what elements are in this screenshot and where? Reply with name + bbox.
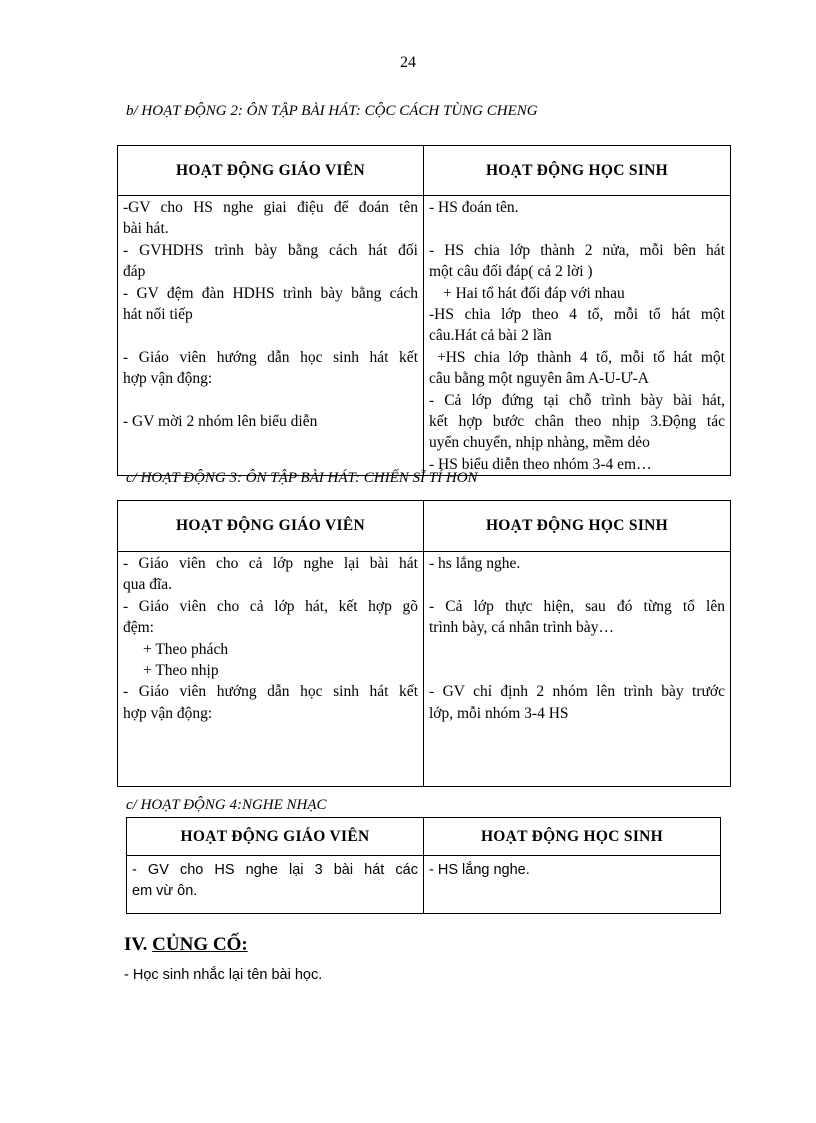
consolidation-text: - Học sinh nhắc lại tên bài học.	[124, 967, 323, 983]
student-column-header: HOẠT ĐỘNG HỌC SINH	[424, 501, 731, 552]
teacher-line: đáp	[123, 263, 146, 281]
student-line: -HS chia lớp theo 4 tổ, mỗi tổ hát một	[429, 306, 725, 324]
teacher-line: -GV cho HS nghe giai điệu để đoán tên	[123, 199, 418, 216]
student-line: +HS chia lớp thành 4 tổ, mỗi tổ hát một	[437, 348, 725, 366]
student-line: kết hợp bước chân theo nhịp 3.Động tác	[429, 413, 725, 431]
student-column-header: HOẠT ĐỘNG HỌC SINH	[424, 818, 721, 856]
teacher-line: - Giáo viên hướng dẫn học sinh hát kết	[123, 683, 418, 701]
teacher-line: + Theo nhịp	[143, 662, 219, 680]
section-title: CỦNG CỐ:	[152, 934, 248, 955]
teacher-line: đệm:	[123, 619, 154, 637]
student-activities-cell	[424, 196, 731, 476]
teacher-column-header: HOẠT ĐỘNG GIÁO VIÊN	[127, 818, 424, 856]
section-heading-activity-4: c/ HOẠT ĐỘNG 4:NGHE NHẠC	[126, 797, 327, 813]
section-heading-activity-3: c/ HOẠT ĐỘNG 3: ÔN TẬP BÀI HÁT: CHIẾN SĨ TÍ HON	[126, 470, 478, 486]
student-activities-cell	[424, 552, 731, 787]
student-line: - HS lắng nghe.	[429, 862, 530, 878]
student-line: uyển chuyển, nhịp nhàng, mềm dẻo	[429, 434, 650, 452]
student-line: lớp, mỗi nhóm 3-4 HS	[429, 704, 569, 722]
student-line: - HS đoán tên.	[429, 199, 519, 216]
student-line: - HS chia lớp thành 2 nửa, mỗi bên hát	[429, 241, 725, 259]
teacher-line: - GV mời 2 nhóm lên biểu diễn	[123, 413, 318, 431]
student-activities-cell	[424, 856, 721, 914]
teacher-line: - GV đệm đàn HDHS trình bày bằng cách	[123, 284, 418, 302]
section-heading-activity-2: b/ HOẠT ĐỘNG 2: ÔN TẬP BÀI HÁT: CỘC CÁCH TÙNG CHENG	[126, 103, 538, 119]
teacher-line: hợp vận động:	[123, 370, 213, 388]
student-line: - hs lắng nghe.	[429, 555, 521, 572]
teacher-activities-cell	[127, 856, 424, 914]
student-line: - Cả lớp đứng tại chỗ trình bày bài hát,	[429, 391, 725, 409]
activity-4-table	[126, 817, 721, 914]
student-line: + Hai tổ hát đối đáp với nhau	[443, 284, 625, 302]
teacher-line: + Theo phách	[143, 640, 229, 658]
teacher-line: bài hát.	[123, 220, 169, 238]
student-line: trình bày, cá nhân trình bày…	[429, 619, 614, 637]
teacher-column-header: HOẠT ĐỘNG GIÁO VIÊN	[118, 501, 424, 552]
activity-3-table	[117, 500, 731, 787]
student-line: một câu đối đáp( cả 2 lời )	[429, 263, 593, 281]
student-line: - HS biểu diễn theo nhóm 3-4 em…	[429, 455, 652, 473]
student-line: câu bằng một nguyên âm A-U-Ư-A	[429, 370, 649, 388]
page-number: 24	[400, 54, 416, 71]
student-line: - GV chỉ định 2 nhóm lên trình bày trước	[429, 683, 725, 701]
activity-2-table	[117, 145, 731, 476]
teacher-line: em vừ ôn.	[132, 883, 198, 900]
student-line: câu.Hát cả bài 2 lần	[429, 327, 552, 345]
teacher-line: - Giáo viên cho cả lớp hát, kết hợp gõ	[123, 597, 418, 615]
teacher-activities-cell	[118, 196, 424, 476]
teacher-line: hát nối tiếp	[123, 306, 193, 324]
teacher-line: - GVHDHS trình bày bằng cách hát đối	[123, 241, 418, 259]
teacher-line: - Giáo viên hướng dẫn học sinh hát kết	[123, 348, 418, 366]
student-line: - Cả lớp thực hiện, sau đó từng tổ lên	[429, 597, 725, 615]
teacher-line: - Giáo viên cho cả lớp nghe lại bài hát	[123, 555, 418, 572]
teacher-activities-cell	[118, 552, 424, 787]
student-column-header: HOẠT ĐỘNG HỌC SINH	[424, 146, 731, 196]
teacher-line: hợp vận động:	[123, 704, 213, 722]
teacher-line: - GV cho HS nghe lại 3 bài hát các	[132, 862, 418, 878]
teacher-line: qua đĩa.	[123, 576, 173, 594]
teacher-column-header: HOẠT ĐỘNG GIÁO VIÊN	[118, 146, 424, 196]
consolidation-heading	[124, 934, 248, 956]
section-number: IV.	[124, 934, 148, 955]
